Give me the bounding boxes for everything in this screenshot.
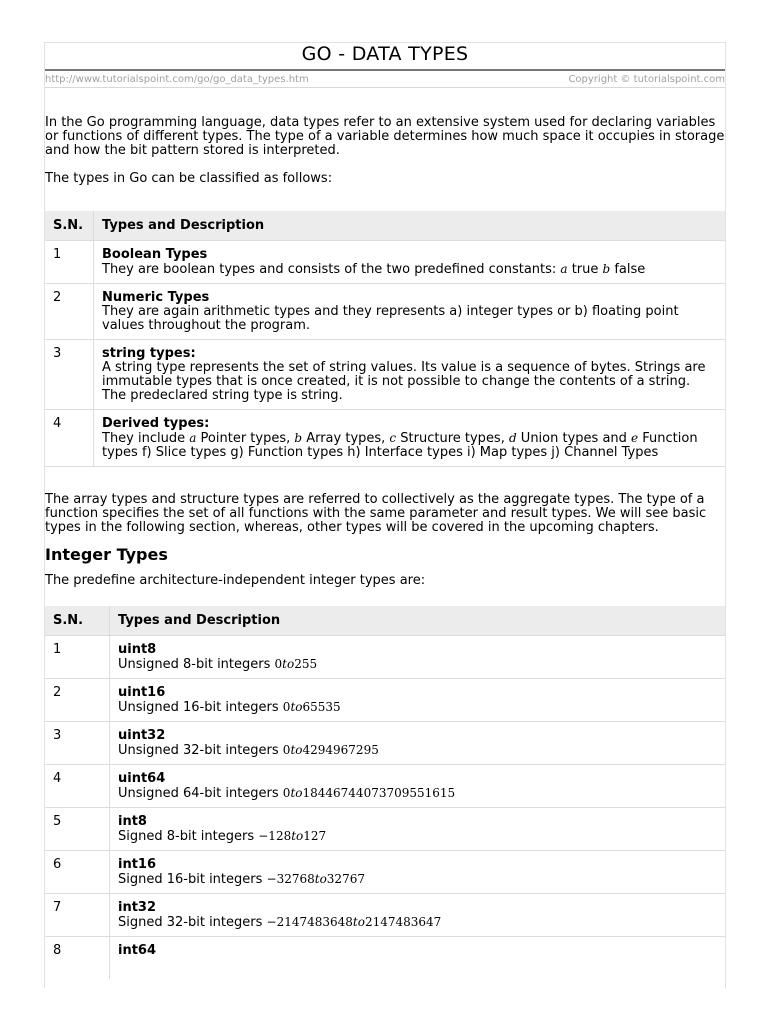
row-number: 8 xyxy=(45,937,110,980)
table-row xyxy=(45,679,725,722)
row-description xyxy=(110,722,726,765)
type-name: Derived types: xyxy=(102,416,210,431)
range-high: 65535 xyxy=(302,700,341,714)
range-low: −128 xyxy=(258,829,292,843)
range-high: 4294967295 xyxy=(302,743,379,757)
range-low: 0 xyxy=(274,657,283,671)
row-number: 1 xyxy=(45,636,110,679)
classification-paragraph: The types in Go can be classified as follows: xyxy=(45,171,333,186)
type-name: int8 xyxy=(118,814,147,829)
row-number: 3 xyxy=(45,722,110,765)
table-row xyxy=(45,765,725,808)
type-name: uint8 xyxy=(118,642,157,657)
type-name: uint64 xyxy=(118,771,166,786)
range-to: to xyxy=(314,872,327,886)
math-var: d xyxy=(508,431,517,445)
type-desc: They include xyxy=(102,431,190,446)
type-desc: Unsigned 16-bit integers xyxy=(118,700,283,715)
column-header-types: Types and Description xyxy=(94,211,726,241)
range-high: 255 xyxy=(294,657,318,671)
row-description xyxy=(110,636,726,679)
range-high: 18446744073709551615 xyxy=(302,786,456,800)
range-to: to xyxy=(290,700,303,714)
range-low: 0 xyxy=(282,700,291,714)
type-desc: Signed 32-bit integers xyxy=(118,915,267,930)
row-description xyxy=(94,410,726,467)
type-name: int64 xyxy=(118,943,157,958)
type-desc: Structure types, xyxy=(396,431,509,446)
integer-intro: The predefine architecture-independent integer types are: xyxy=(45,573,426,588)
column-header-sn: S.N. xyxy=(45,606,110,636)
type-desc: Unsigned 64-bit integers xyxy=(118,786,283,801)
table-row xyxy=(45,808,725,851)
type-name: Numeric Types xyxy=(102,290,210,305)
range-high: 32767 xyxy=(326,872,365,886)
row-description xyxy=(94,340,726,410)
type-name: string types: xyxy=(102,346,196,361)
row-number: 7 xyxy=(45,894,110,937)
intro-paragraph: In the Go programming language, data types refer to an extensive system used for declaring variables or functions of different types. The type of a variable determines how much space it occupies in storage and how the bit pattern stored is interpreted. xyxy=(45,115,725,158)
table-row xyxy=(45,722,725,765)
row-number: 4 xyxy=(45,410,94,467)
section-heading: Integer Types xyxy=(45,545,168,564)
source-url[interactable]: http://www.tutorialspoint.com/go/go_data_types.htm xyxy=(45,74,309,85)
type-desc: Pointer types, xyxy=(196,431,295,446)
type-desc: Unsigned 32-bit integers xyxy=(118,743,283,758)
page-title: GO - DATA TYPES xyxy=(45,43,725,71)
row-number: 1 xyxy=(45,241,94,284)
row-description xyxy=(94,284,726,340)
column-header-types: Types and Description xyxy=(110,606,726,636)
range-to: to xyxy=(352,915,365,929)
math-var: e xyxy=(631,431,639,445)
row-number: 5 xyxy=(45,808,110,851)
aggregate-paragraph: The array types and structure types are referred to collectively as the aggregate types. The type of a function specifies the set of all functions with the same parameter and result types. We will see basic types in the following section, whereas, other types will be covered in the upcoming chapters. xyxy=(45,492,707,535)
type-desc: They are again arithmetic types and they represents a) integer types or b) floating point values throughout the program. xyxy=(102,304,679,333)
math-var: a xyxy=(560,262,568,276)
type-desc: Unsigned 8-bit integers xyxy=(118,657,275,672)
table-row xyxy=(45,241,725,284)
type-desc: Signed 8-bit integers xyxy=(118,829,259,844)
row-description xyxy=(94,241,726,284)
table-row xyxy=(45,937,725,980)
table-row xyxy=(45,636,725,679)
range-low: −32768 xyxy=(266,872,315,886)
copyright-text: Copyright © tutorialspoint.com xyxy=(568,74,725,85)
range-to: to xyxy=(290,743,303,757)
integer-rows xyxy=(45,636,725,980)
type-desc: Function types f) Slice types g) Function types h) Interface types i) Map types j) Channel Types xyxy=(102,431,698,460)
row-description xyxy=(110,808,726,851)
type-desc: true xyxy=(567,262,603,277)
math-var: a xyxy=(189,431,197,445)
range-to: to xyxy=(291,829,304,843)
row-number: 6 xyxy=(45,851,110,894)
range-low: −2147483648 xyxy=(266,915,353,929)
table-header-row xyxy=(45,211,725,241)
row-description xyxy=(110,765,726,808)
range-low: 0 xyxy=(282,743,291,757)
math-var: c xyxy=(389,431,397,445)
range-low: 0 xyxy=(282,786,291,800)
type-desc: Union types and xyxy=(516,431,632,446)
math-var: b xyxy=(602,262,611,276)
type-name: uint32 xyxy=(118,728,166,743)
column-header-sn: S.N. xyxy=(45,211,94,241)
row-description xyxy=(110,851,726,894)
type-desc: A string type represents the set of string values. Its value is a sequence of bytes. Strings are immutable types that is once created, it is not possible to change the contents of a string. The predeclared string type is string. xyxy=(102,360,706,403)
row-description xyxy=(110,894,726,937)
integer-types-table xyxy=(45,606,725,979)
range-to: to xyxy=(290,786,303,800)
table-row xyxy=(45,894,725,937)
type-name: Boolean Types xyxy=(102,247,208,262)
row-number: 2 xyxy=(45,679,110,722)
type-desc: Array types, xyxy=(302,431,390,446)
document-page xyxy=(44,42,726,988)
type-desc: They are boolean types and consists of the two predefined constants: xyxy=(102,262,561,277)
row-description xyxy=(110,679,726,722)
range-to: to xyxy=(282,657,295,671)
source-bar xyxy=(45,71,725,88)
table-header-row xyxy=(45,606,725,636)
range-high: 127 xyxy=(303,829,327,843)
type-name: uint16 xyxy=(118,685,166,700)
type-name: int16 xyxy=(118,857,157,872)
types-table xyxy=(45,211,725,467)
table-row xyxy=(45,284,725,340)
row-number: 4 xyxy=(45,765,110,808)
table-row xyxy=(45,410,725,467)
type-desc: false xyxy=(610,262,646,277)
range-high: 2147483647 xyxy=(364,915,442,929)
row-number: 3 xyxy=(45,340,94,410)
table-row xyxy=(45,851,725,894)
type-desc: Signed 16-bit integers xyxy=(118,872,267,887)
row-number: 2 xyxy=(45,284,94,340)
type-name: int32 xyxy=(118,900,157,915)
row-description xyxy=(110,937,726,980)
table-row xyxy=(45,340,725,410)
math-var: b xyxy=(294,431,303,445)
